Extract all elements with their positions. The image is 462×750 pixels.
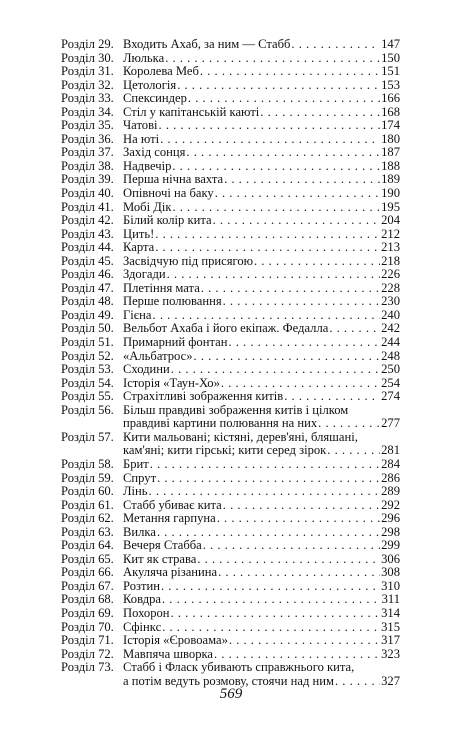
toc-entry xyxy=(61,363,400,377)
chapter-number: Розділ 34. xyxy=(61,104,114,119)
chapter-title-block xyxy=(123,593,400,607)
toc-entry xyxy=(61,106,400,120)
chapter-title: Ковдра xyxy=(123,592,161,607)
chapter-number: Розділ 45. xyxy=(61,253,114,268)
chapter-number: Розділ 38. xyxy=(61,158,114,173)
toc-entry xyxy=(61,133,400,147)
chapter-title-block xyxy=(123,92,400,106)
toc-entry xyxy=(61,160,400,174)
dot-leader xyxy=(157,472,380,486)
chapter-title: Сфінкс xyxy=(123,619,162,634)
chapter-title-block xyxy=(123,322,400,336)
toc-entry xyxy=(61,282,400,296)
chapter-title: Люлька xyxy=(123,50,165,65)
toc-entry xyxy=(61,661,400,688)
toc-entry xyxy=(61,52,400,66)
chapter-page: 226 xyxy=(381,267,400,282)
chapter-title-block xyxy=(123,187,400,201)
chapter-title: Цетологія xyxy=(123,77,177,92)
chapter-page: 298 xyxy=(381,524,400,539)
chapter-title: Карта xyxy=(123,240,155,255)
chapter-page: 213 xyxy=(381,240,400,255)
toc-entry xyxy=(61,526,400,540)
dot-leader xyxy=(186,146,380,160)
chapter-page: 230 xyxy=(381,294,400,309)
toc-entry xyxy=(61,201,400,215)
chapter-title: Вечеря Стабба xyxy=(123,538,202,553)
chapter-number: Розділ 44. xyxy=(61,240,114,255)
chapter-number: Розділ 66. xyxy=(61,565,114,580)
chapter-number: Розділ 68. xyxy=(61,592,114,607)
chapter-number: Розділ 72. xyxy=(61,646,114,661)
chapter-title-block xyxy=(123,499,400,513)
chapter-page: 274 xyxy=(381,389,400,404)
chapter-title-block xyxy=(123,472,400,486)
toc-entry xyxy=(61,607,400,621)
chapter-page: 317 xyxy=(381,633,400,648)
chapter-title-block xyxy=(123,241,400,255)
chapter-title: Вельбот Ахаба і його екіпаж. Федалла xyxy=(123,321,329,336)
chapter-page: 189 xyxy=(381,172,400,187)
chapter-number: Розділ 30. xyxy=(61,50,114,65)
dot-leader xyxy=(215,187,380,201)
chapter-title-block xyxy=(123,133,400,147)
chapter-title-block xyxy=(123,648,400,662)
toc-entry xyxy=(61,580,400,594)
toc-entry xyxy=(61,390,400,404)
toc-entry xyxy=(61,431,400,458)
chapter-page: 174 xyxy=(381,118,400,133)
chapter-number: Розділ 69. xyxy=(61,605,114,620)
chapter-number: Розділ 52. xyxy=(61,348,114,363)
chapter-page: 299 xyxy=(381,538,400,553)
chapter-title-block xyxy=(123,377,400,391)
chapter-title-block xyxy=(123,65,400,79)
chapter-title-block xyxy=(123,295,400,309)
chapter-title: Історія «Єровоама» xyxy=(123,633,228,648)
chapter-number: Розділ 47. xyxy=(61,280,114,295)
chapter-page: 286 xyxy=(381,470,400,485)
chapter-page: 323 xyxy=(381,646,400,661)
dot-leader xyxy=(188,92,380,106)
dot-leader xyxy=(150,458,380,472)
chapter-page: 289 xyxy=(381,484,400,499)
chapter-number: Розділ 59. xyxy=(61,470,114,485)
chapter-page: 292 xyxy=(381,497,400,512)
chapter-page: 314 xyxy=(381,605,400,620)
chapter-title-block xyxy=(123,350,400,364)
dot-leader xyxy=(223,295,380,309)
dot-leader xyxy=(157,526,380,540)
chapter-page: 166 xyxy=(381,91,400,106)
chapter-title: Стабб і Фласк убивають справжнього кита, xyxy=(123,660,355,675)
chapter-title-block xyxy=(123,526,400,540)
dot-leader xyxy=(162,593,381,607)
toc-entry xyxy=(61,295,400,309)
chapter-number: Розділ 31. xyxy=(61,64,114,79)
chapter-number: Розділ 51. xyxy=(61,335,114,350)
chapter-number: Розділ 54. xyxy=(61,375,114,390)
chapter-title-block xyxy=(123,268,400,282)
toc-entry xyxy=(61,404,400,431)
toc-entry xyxy=(61,241,400,255)
dot-leader xyxy=(167,268,381,282)
chapter-title: Чатові xyxy=(123,118,158,133)
chapter-page: 188 xyxy=(381,158,400,173)
chapter-page: 296 xyxy=(381,511,400,526)
chapter-number: Розділ 70. xyxy=(61,619,114,634)
chapter-number: Розділ 56. xyxy=(61,402,114,417)
dot-leader xyxy=(329,322,380,336)
chapter-number: Розділ 63. xyxy=(61,524,114,539)
toc-entry xyxy=(61,539,400,553)
chapter-title-block xyxy=(123,566,400,580)
chapter-page: 306 xyxy=(381,551,400,566)
chapter-number: Розділ 62. xyxy=(61,511,114,526)
chapter-title-block xyxy=(123,201,400,215)
chapter-page: 248 xyxy=(381,348,400,363)
chapter-title: Похорон xyxy=(123,605,170,620)
chapter-page: 315 xyxy=(381,619,400,634)
chapter-title-block xyxy=(123,106,400,120)
toc-entry xyxy=(61,146,400,160)
toc-entry xyxy=(61,648,400,662)
table-of-contents xyxy=(61,38,400,688)
toc-entry xyxy=(61,336,400,350)
chapter-title: Мобі Дік xyxy=(123,199,172,214)
toc-entry xyxy=(61,268,400,282)
dot-leader xyxy=(197,553,380,567)
chapter-page: 244 xyxy=(381,335,400,350)
toc-entry xyxy=(61,566,400,580)
dot-leader xyxy=(201,282,380,296)
chapter-number: Розділ 43. xyxy=(61,226,114,241)
chapter-page: 218 xyxy=(381,253,400,268)
toc-entry xyxy=(61,593,400,607)
chapter-page: 168 xyxy=(381,104,400,119)
chapter-page: 242 xyxy=(381,321,400,336)
chapter-title: Розтин xyxy=(123,578,160,593)
dot-leader xyxy=(165,52,380,66)
chapter-title: Королева Меб xyxy=(123,64,199,79)
chapter-title-block xyxy=(123,553,400,567)
chapter-title: а потім ведуть розмову, стоячи над ним xyxy=(123,673,334,688)
dot-leader xyxy=(162,621,380,635)
chapter-number: Розділ 48. xyxy=(61,294,114,309)
chapter-page: 308 xyxy=(381,565,400,580)
chapter-title: Більш правдиві зображення китів і цілком xyxy=(123,402,349,417)
chapter-title-block xyxy=(123,621,400,635)
chapter-number: Розділ 53. xyxy=(61,362,114,377)
chapter-title-block xyxy=(123,309,400,323)
chapter-number: Розділ 41. xyxy=(61,199,114,214)
chapter-title: Гієна xyxy=(123,307,152,322)
chapter-number: Розділ 60. xyxy=(61,484,114,499)
toc-entry xyxy=(61,512,400,526)
chapter-title: Акуляча різанина xyxy=(123,565,218,580)
chapter-title: Здогади xyxy=(123,267,166,282)
chapter-number: Розділ 64. xyxy=(61,538,114,553)
chapter-number: Розділ 33. xyxy=(61,91,114,106)
chapter-title: Лінь xyxy=(123,484,148,499)
chapter-page: 190 xyxy=(381,186,400,201)
dot-leader xyxy=(318,417,380,431)
dot-leader xyxy=(203,539,380,553)
chapter-number: Розділ 49. xyxy=(61,307,114,322)
chapter-title: Білий колір кита xyxy=(123,213,212,228)
toc-entry xyxy=(61,187,400,201)
chapter-page: 153 xyxy=(381,77,400,92)
chapter-title-block xyxy=(123,607,400,621)
toc-entry xyxy=(61,458,400,472)
chapter-title-block xyxy=(123,363,400,377)
toc-entry xyxy=(61,79,400,93)
chapter-title-block xyxy=(123,336,400,350)
chapter-title-block xyxy=(123,228,400,242)
chapter-title-block xyxy=(123,79,400,93)
toc-entry xyxy=(61,255,400,269)
chapter-title-block xyxy=(123,119,400,133)
chapter-title: Історія «Таун-Хо» xyxy=(123,375,220,390)
chapter-page: 310 xyxy=(381,578,400,593)
chapter-title: Входить Ахаб, за ним — Стабб xyxy=(123,37,291,51)
chapter-title: Стіл у капітанській каюті xyxy=(123,104,260,119)
chapter-title-block xyxy=(123,634,400,648)
chapter-number: Розділ 58. xyxy=(61,456,114,471)
dot-leader xyxy=(155,228,380,242)
chapter-title: правдиві картини полювання на них xyxy=(123,416,318,431)
dot-leader xyxy=(159,119,381,133)
chapter-title: «Альбатрос» xyxy=(123,348,193,363)
chapter-title-block xyxy=(123,390,400,404)
chapter-number: Розділ 32. xyxy=(61,77,114,92)
chapter-title: Стабб убиває кита xyxy=(123,497,222,512)
dot-leader xyxy=(149,485,381,499)
dot-leader xyxy=(172,160,380,174)
toc-entry xyxy=(61,309,400,323)
dot-leader xyxy=(228,336,380,350)
chapter-page: 195 xyxy=(381,199,400,214)
chapter-title: Засвідчую під присягою xyxy=(123,253,254,268)
chapter-number: Розділ 40. xyxy=(61,186,114,201)
toc-entry xyxy=(61,92,400,106)
chapter-title: Вилка xyxy=(123,524,156,539)
chapter-title: Кит як страва xyxy=(123,551,197,566)
chapter-title-block xyxy=(123,431,400,458)
chapter-title: Сходини xyxy=(123,362,170,377)
dot-leader xyxy=(229,634,380,648)
toc-entry xyxy=(61,377,400,391)
chapter-title: Примарний фонтан xyxy=(123,335,228,350)
chapter-title-block xyxy=(123,146,400,160)
dot-leader xyxy=(172,201,380,215)
chapter-title-block xyxy=(123,458,400,472)
toc-entry xyxy=(61,634,400,648)
chapter-number: Розділ 50. xyxy=(61,321,114,336)
chapter-title: Спексиндер xyxy=(123,91,187,106)
chapter-number: Розділ 39. xyxy=(61,172,114,187)
dot-leader xyxy=(218,566,380,580)
chapter-page: 187 xyxy=(381,145,400,160)
chapter-page: 147 xyxy=(381,37,400,51)
chapter-title-block xyxy=(123,255,400,269)
chapter-page: 180 xyxy=(381,131,400,146)
dot-leader xyxy=(161,580,380,594)
chapter-page: 240 xyxy=(381,307,400,322)
toc-entry xyxy=(61,553,400,567)
chapter-number: Розділ 73. xyxy=(61,660,114,675)
chapter-page: 284 xyxy=(381,456,400,471)
chapter-title: Спрут xyxy=(123,470,157,485)
chapter-page: 228 xyxy=(381,280,400,295)
toc-entry xyxy=(61,485,400,499)
chapter-number: Розділ 35. xyxy=(61,118,114,133)
chapter-title: Мавпяча шворка xyxy=(123,646,214,661)
chapter-title-block xyxy=(123,580,400,594)
dot-leader xyxy=(177,79,380,93)
dot-leader xyxy=(171,363,380,377)
toc-entry xyxy=(61,214,400,228)
dot-leader xyxy=(284,390,380,404)
chapter-title-block xyxy=(123,661,400,688)
chapter-number: Розділ 36. xyxy=(61,131,114,146)
dot-leader xyxy=(200,65,380,79)
chapter-title: Перше полювання xyxy=(123,294,222,309)
toc-entry xyxy=(61,322,400,336)
toc-entry xyxy=(61,621,400,635)
chapter-page: 150 xyxy=(381,50,400,65)
chapter-page: 250 xyxy=(381,362,400,377)
dot-leader xyxy=(160,133,380,147)
chapter-number: Розділ 55. xyxy=(61,389,114,404)
chapter-title: Брит xyxy=(123,456,149,471)
chapter-page: 281 xyxy=(381,443,400,458)
chapter-number: Розділ 71. xyxy=(61,633,114,648)
toc-entry xyxy=(61,119,400,133)
toc-entry xyxy=(61,499,400,513)
page-number: 569 xyxy=(219,686,243,702)
chapter-title-block xyxy=(123,173,400,187)
chapter-title-block xyxy=(123,52,400,66)
chapter-page: 327 xyxy=(381,673,400,688)
chapter-number: Розділ 67. xyxy=(61,578,114,593)
chapter-page: 212 xyxy=(381,226,400,241)
chapter-number: Розділ 65. xyxy=(61,551,114,566)
dot-leader xyxy=(224,173,380,187)
chapter-title: На юті xyxy=(123,131,160,146)
chapter-page: 311 xyxy=(381,592,400,607)
chapter-title: кам'яні; кити гірські; кити серед зірок xyxy=(123,443,327,458)
dot-leader xyxy=(213,214,381,228)
chapter-title: Плетіння мата xyxy=(123,280,200,295)
dot-leader xyxy=(260,106,380,120)
chapter-page: 254 xyxy=(381,375,400,390)
dot-leader xyxy=(291,38,380,52)
dot-leader xyxy=(153,309,381,323)
chapter-number: Розділ 61. xyxy=(61,497,114,512)
toc-entry xyxy=(61,228,400,242)
chapter-number: Розділ 37. xyxy=(61,145,114,160)
dot-leader xyxy=(221,377,380,391)
chapter-title-block xyxy=(123,404,400,431)
chapter-title: Захід сонця xyxy=(123,145,186,160)
chapter-title: Надвечір xyxy=(123,158,172,173)
chapter-page: 204 xyxy=(381,213,400,228)
dot-leader xyxy=(171,607,381,621)
chapter-number: Розділ 46. xyxy=(61,267,114,282)
dot-leader xyxy=(327,444,380,458)
toc-entry xyxy=(61,472,400,486)
chapter-title-block xyxy=(123,214,400,228)
chapter-title-block xyxy=(123,160,400,174)
chapter-title: Метання гарпуна xyxy=(123,511,216,526)
chapter-title: Страхітливі зображення китів xyxy=(123,389,284,404)
chapter-title: Кити мальовані; кістяні, дерев'яні, бляшані, xyxy=(123,429,358,444)
chapter-number: Розділ 42. xyxy=(61,213,114,228)
chapter-title-block xyxy=(123,539,400,553)
chapter-title-block xyxy=(123,485,400,499)
toc-entry xyxy=(61,173,400,187)
dot-leader xyxy=(194,350,381,364)
chapter-number: Розділ 57. xyxy=(61,429,114,444)
chapter-page: 151 xyxy=(381,64,400,79)
dot-leader xyxy=(214,648,380,662)
chapter-title-block xyxy=(123,282,400,296)
chapter-title: Перша нічна вахта xyxy=(123,172,224,187)
toc-entry xyxy=(61,65,400,79)
toc-entry xyxy=(61,350,400,364)
chapter-number: Розділ 29. xyxy=(61,37,114,51)
chapter-title: Цить! xyxy=(123,226,155,241)
toc-entry xyxy=(61,38,400,52)
chapter-page: 277 xyxy=(381,416,400,431)
chapter-title: Опівночі на баку xyxy=(123,186,214,201)
chapter-title-block xyxy=(123,38,400,52)
dot-leader xyxy=(155,241,380,255)
chapter-title-block xyxy=(123,512,400,526)
dot-leader xyxy=(217,512,380,526)
dot-leader xyxy=(254,255,380,269)
dot-leader xyxy=(223,499,380,513)
